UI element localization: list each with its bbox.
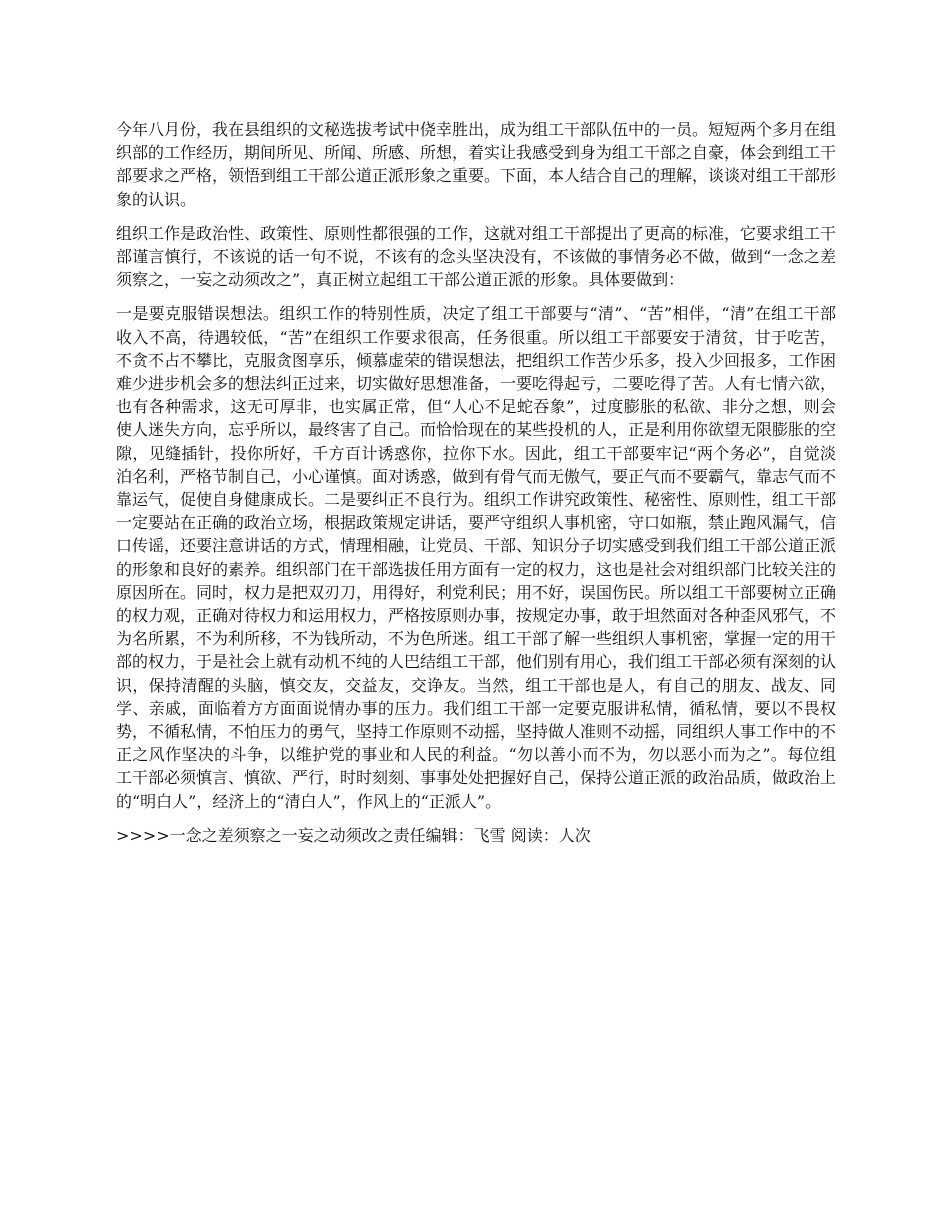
footer-editor-label: 责任编辑： [393,825,474,845]
footer-editor: 飞雪 [473,825,506,845]
article [116,118,836,858]
paragraph-intro: 今年八月份，我在县组织的文秘选拔考试中侥幸胜出，成为组工干部队伍中的一员。短短两个多月在组织部的工作经历，期间所见、所闻、所感、所想，着实让我感受到身为组工干部之自豪，体会到组工干部要求之严格，领悟到组工干部公道正派形象之重要。下面，本人结合自己的理解，谈谈对组工干部形象的认识。 [116,120,837,209]
footer-title: 一念之差须察之一妄之动须改之 [169,825,394,845]
footer-reads-unit: 人次 [558,825,591,845]
footer-prefix: >>>> [116,825,170,845]
paragraph-requirements: 组织工作是政治性、政策性、原则性都很强的工作，这就对组工干部提出了更高的标准，它要求组工干部谨言慎行，不该说的话一句不说，不该有的念头坚决没有，不该做的事情务必不做，做到“一念之差须察之，一妄之动须改之”，真正树立起组工干部公道正派的形象。具体要做到： [116,223,837,290]
paragraph-body: 一是要克服错误想法。组织工作的特别性质，决定了组工干部要与“清”、“苦”相伴，“清”在组工干部收入不高，待遇较低，“苦”在组织工作要求很高，任务很重。所以组工干部要安于清贫，甘于吃苦，不贪不占不攀比，克服贪图享乐，倾慕虚荣的错误想法，把组织工作苦少乐多，投入少回报多，工作困难少进步机会多的想法纠正过来，切实做好思想准备，一要吃得起亏，二要吃得了苦。人有七情六欲，也有各种需求，这无可厚非，也实属正常，但“人心不足蛇吞象”，过度膨胀的私欲、非分之想，则会使人迷失方向，忘乎所以，最终害了自己。而恰恰现在的某些投机的人，正是利用你欲望无限膨胀的空隙，见缝插针，投你所好，千方百计诱惑你，拉你下水。因此，组工干部要牢记“两个务必”，自觉淡泊名利，严格节制自己，小心谨慎。面对诱惑，做到有骨气而无傲气，要正气而不要霸气，靠志气而不靠运气，促使自身健康成长。二是要纠正不良行为。组织工作讲究政策性、秘密性、原则性，组工干部一定要站在正确的政治立场，根据政策规定讲话，要严守组织人事机密，守口如瓶，禁止跑风漏气，信口传谣，还要注意讲话的方式，情理相融，让党员、干部、知识分子切实感受到我们组工干部公道正派的形象和良好的素养。组织部门在干部选拔任用方面有一定的权力，这也是社会对组织部门比较关注的原因所在。同时，权力是把双刃刀，用得好，利党利民；用不好，误国伤民。所以组工干部要树立正确的权力观，正确对待权力和运用权力，严格按原则办事，按规定办事，敢于坦然面对各种歪风邪气，不为名所累，不为利所移，不为钱所动，不为色所迷。组工干部了解一些组织人事机密，掌握一定的用干部的权力，于是社会上就有动机不纯的人巴结组工干部，他们别有用心，我们组工干部必须有深刻的认识，保持清醒的头脑，慎交友，交益友，交诤友。当然，组工干部也是人，有自己的朋友、战友、同学、亲戚，面临着方方面面说情办事的压力。我们组工干部一定要克服讲私情，循私情，要以不畏权势，不循私情，不怕压力的勇气，坚持工作原则不动摇，坚持做人准则不动摇，同组织人事工作中的不正之风作坚决的斗争，以维护党的事业和人民的利益。“勿以善小而不为，勿以恶小而为之”。每位组工干部必须慎言、慎欲、严行，时时刻刻、事事处处把握好自己，保持公道正派的政治品质，做政治上的“明白人”，经济上的“清白人”，作风上的“正派人”。 [116,304,837,811]
article-footer [116,824,836,847]
footer-reads-label: 阅读： [510,825,559,845]
